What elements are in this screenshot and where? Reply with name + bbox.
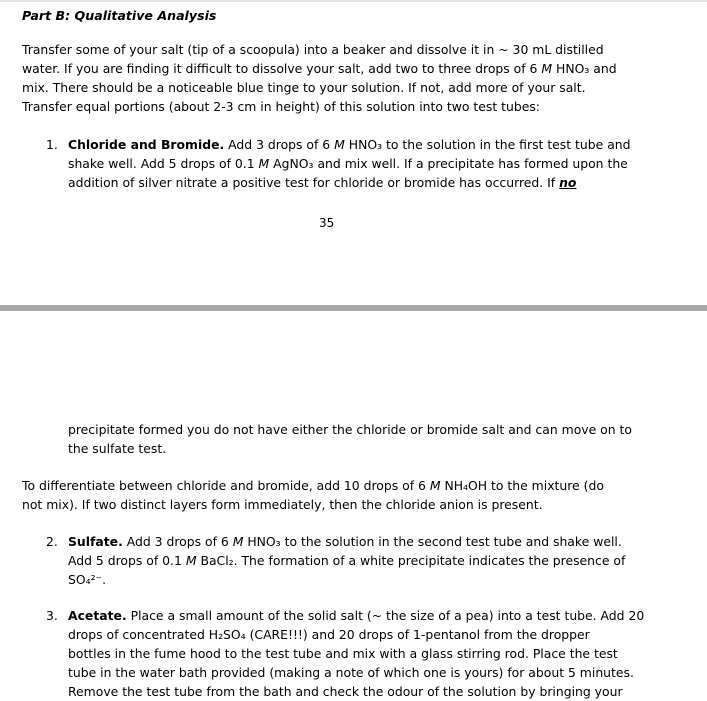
- list-line: Add 5 drops of 0.1 M BaCl₂. The formation of a white precipitate indicates the presence of: [68, 553, 626, 568]
- para-line: To differentiate between chloride and bromide, add 10 drops of 6 M NH₄OH to the mixture (do: [22, 478, 604, 493]
- list-line: precipitate formed you do not have either the chloride or bromide salt and can move on to: [68, 422, 632, 437]
- list-line: SO₄²⁻.: [68, 572, 107, 587]
- page-number: 35: [319, 216, 335, 230]
- list-item-chloride-bromide: [46, 135, 646, 192]
- list-number: 3.: [46, 608, 58, 623]
- intro-line: Transfer some of your salt (tip of a scoopula) into a beaker and dissolve it in ~ 30 mL distilled: [22, 42, 604, 57]
- intro-paragraph: [22, 40, 682, 116]
- list-line: tube in the water bath provided (making a note of which one is yours) for about 5 minutes.: [68, 665, 634, 680]
- intro-line: Transfer equal portions (about 2-3 cm in height) of this solution into two test tubes:: [22, 99, 540, 114]
- list-item-sulfate: [46, 532, 646, 589]
- top-border: [0, 0, 707, 2]
- list-number: 2.: [46, 534, 58, 549]
- intro-line: mix. There should be a noticeable blue tinge to your solution. If not, add more of your salt.: [22, 80, 586, 95]
- item-title: Sulfate.: [68, 534, 123, 549]
- list-item-continuation: [68, 420, 668, 458]
- list-line: addition of silver nitrate a positive test for chloride or bromide has occurred. If no: [68, 175, 577, 190]
- list-line: drops of concentrated H₂SO₄ (CARE!!!) and 20 drops of 1-pentanol from the dropper: [68, 627, 590, 642]
- list-line: Chloride and Bromide. Add 3 drops of 6 M HNO₃ to the solution in the first test tube and: [68, 137, 631, 152]
- intro-line: water. If you are finding it difficult to dissolve your salt, add two to three drops of 6 M HNO₃ and: [22, 61, 617, 76]
- list-line: Remove the test tube from the bath and check the odour of the solution by bringing your: [68, 684, 623, 699]
- item-title: Chloride and Bromide.: [68, 137, 225, 152]
- section-heading: Part B: Qualitative Analysis: [22, 8, 217, 23]
- list-item-acetate: [46, 606, 646, 701]
- list-line: shake well. Add 5 drops of 0.1 M AgNO₃ and mix well. If a precipitate has formed upon the: [68, 156, 628, 171]
- list-number: 1.: [46, 137, 58, 152]
- emphasis-no: no: [559, 175, 577, 190]
- item-title: Acetate.: [68, 608, 127, 623]
- para-line: not mix). If two distinct layers form immediately, then the chloride anion is present.: [22, 497, 543, 512]
- page-separator: [0, 305, 707, 311]
- list-line: bottles in the fume hood to the test tube and mix with a glass stirring rod. Place the test: [68, 646, 618, 661]
- list-line: the sulfate test.: [68, 441, 167, 456]
- list-line: Acetate. Place a small amount of the solid salt (~ the size of a pea) into a test tube. Add 20: [68, 608, 645, 623]
- differentiate-paragraph: [22, 476, 682, 514]
- list-line: Sulfate. Add 3 drops of 6 M HNO₃ to the solution in the second test tube and shake well.: [68, 534, 622, 549]
